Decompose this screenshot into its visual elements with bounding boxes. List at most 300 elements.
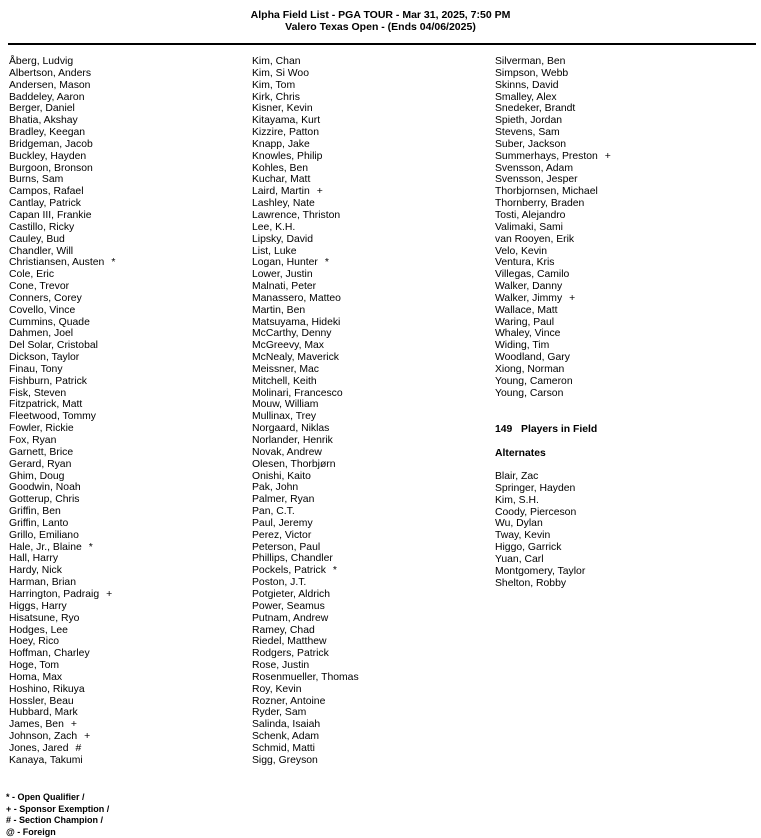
player-name: Hossler, Beau bbox=[9, 695, 74, 707]
player-row bbox=[495, 317, 611, 329]
player-name: Matsuyama, Hideki bbox=[252, 316, 341, 328]
player-name: Logan, Hunter bbox=[252, 257, 318, 269]
player-name: Rodgers, Patrick bbox=[252, 648, 329, 660]
player-name: Potgieter, Aldrich bbox=[252, 588, 330, 600]
player-row bbox=[495, 328, 611, 340]
player-name: Åberg, Ludvig bbox=[9, 56, 74, 67]
player-name: Chandler, Will bbox=[9, 245, 74, 257]
player-status-mark: * bbox=[332, 565, 337, 577]
player-name: Hisatsune, Ryo bbox=[9, 612, 80, 624]
player-row bbox=[495, 186, 611, 198]
player-name: Albertson, Anders bbox=[9, 67, 92, 79]
player-name: Kim, Si Woo bbox=[252, 67, 309, 79]
player-row bbox=[252, 222, 359, 234]
player-row bbox=[9, 553, 115, 565]
player-row bbox=[252, 411, 359, 423]
player-name: Poston, J.T. bbox=[252, 577, 307, 589]
player-name: Johnson, Zach bbox=[9, 731, 78, 743]
alternate-name: Coody, Pierceson bbox=[495, 506, 577, 518]
player-column-2 bbox=[252, 56, 359, 767]
player-name: Pan, C.T. bbox=[252, 506, 295, 518]
player-row bbox=[252, 625, 359, 637]
player-row bbox=[495, 281, 611, 293]
player-row bbox=[9, 115, 115, 127]
legend-item: @ - Foreign bbox=[6, 826, 56, 837]
player-name: Hoey, Rico bbox=[9, 636, 60, 648]
player-name: Fitzpatrick, Matt bbox=[9, 399, 83, 411]
player-name: Snedeker, Brandt bbox=[495, 103, 576, 115]
player-name: Stevens, Sam bbox=[495, 127, 560, 139]
player-name: Pak, John bbox=[252, 482, 299, 494]
player-row bbox=[9, 636, 115, 648]
player-row bbox=[9, 542, 115, 554]
player-name: Martin, Ben bbox=[252, 304, 306, 316]
player-name: Malnati, Peter bbox=[252, 281, 317, 293]
player-name: Dahmen, Joel bbox=[9, 328, 74, 340]
player-column-3 bbox=[495, 56, 611, 399]
report-subtitle: Valero Texas Open - (Ends 04/06/2025) bbox=[285, 21, 476, 33]
player-name: Baddeley, Aaron bbox=[9, 91, 85, 103]
player-row bbox=[9, 269, 115, 281]
player-name: Hardy, Nick bbox=[9, 565, 62, 577]
player-row bbox=[9, 447, 115, 459]
player-row bbox=[252, 281, 359, 293]
legend-item: * - Open Qualifier / bbox=[6, 792, 85, 802]
legend-item: + - Sponsor Exemption / bbox=[6, 803, 110, 814]
player-row bbox=[252, 506, 359, 518]
player-name: List, Luke bbox=[252, 245, 297, 257]
player-name: Knowles, Philip bbox=[252, 150, 323, 162]
player-status-mark: + bbox=[106, 588, 113, 600]
player-row bbox=[9, 388, 115, 400]
player-row bbox=[252, 352, 359, 364]
player-name: Thornberry, Braden bbox=[495, 198, 585, 210]
player-row bbox=[9, 305, 115, 317]
player-row bbox=[252, 447, 359, 459]
player-name: Novak, Andrew bbox=[252, 446, 322, 458]
player-name: Svensson, Jesper bbox=[495, 174, 578, 186]
player-name: Gerard, Ryan bbox=[9, 458, 72, 470]
player-row bbox=[252, 210, 359, 222]
player-row bbox=[9, 56, 115, 68]
player-name: Rozner, Antoine bbox=[252, 695, 326, 707]
player-name: Rosenmueller, Thomas bbox=[252, 671, 359, 683]
player-row bbox=[9, 234, 115, 246]
player-row bbox=[252, 542, 359, 554]
player-row bbox=[252, 115, 359, 127]
player-row bbox=[9, 281, 115, 293]
player-name: Walker, Jimmy bbox=[495, 292, 563, 304]
player-row bbox=[252, 80, 359, 92]
player-name: Hubbard, Mark bbox=[9, 707, 78, 719]
player-row bbox=[252, 672, 359, 684]
player-name: Lawrence, Thriston bbox=[252, 209, 341, 221]
player-row bbox=[9, 186, 115, 198]
player-row bbox=[495, 352, 611, 364]
player-name: Dickson, Taylor bbox=[9, 352, 80, 364]
player-row bbox=[252, 553, 359, 565]
player-row bbox=[9, 518, 115, 530]
player-row bbox=[9, 328, 115, 340]
player-row bbox=[9, 648, 115, 660]
player-row bbox=[252, 636, 359, 648]
alternate-name: Shelton, Robby bbox=[495, 577, 567, 589]
player-status-mark: + bbox=[316, 186, 323, 198]
player-row bbox=[252, 518, 359, 530]
player-name: Schmid, Matti bbox=[252, 742, 315, 754]
player-row bbox=[9, 222, 115, 234]
player-status-mark: + bbox=[569, 292, 576, 304]
alternates-heading: Alternates bbox=[495, 448, 546, 459]
player-column-1 bbox=[9, 56, 115, 767]
player-row bbox=[9, 743, 115, 755]
field-count-label: Players in Field bbox=[521, 424, 598, 435]
player-row bbox=[495, 163, 611, 175]
player-row bbox=[252, 305, 359, 317]
player-row bbox=[9, 246, 115, 258]
player-row bbox=[495, 364, 611, 376]
player-row bbox=[9, 589, 115, 601]
player-status-mark: + bbox=[84, 731, 91, 743]
player-row bbox=[9, 151, 115, 163]
player-name: Cantlay, Patrick bbox=[9, 198, 81, 210]
player-row bbox=[9, 210, 115, 222]
player-name: Fishburn, Patrick bbox=[9, 375, 87, 387]
player-name: Schenk, Adam bbox=[252, 731, 320, 743]
player-row bbox=[252, 435, 359, 447]
player-row bbox=[9, 80, 115, 92]
player-name: Hodges, Lee bbox=[9, 624, 68, 636]
player-row bbox=[252, 719, 359, 731]
player-name: Tosti, Alejandro bbox=[495, 209, 566, 221]
player-name: Bridgeman, Jacob bbox=[9, 138, 93, 150]
player-row bbox=[252, 234, 359, 246]
player-row bbox=[252, 707, 359, 719]
player-name: Kuchar, Matt bbox=[252, 174, 311, 186]
player-name: Lipsky, David bbox=[252, 233, 314, 245]
player-name: McGreevy, Max bbox=[252, 340, 324, 352]
player-name: Hoge, Tom bbox=[9, 660, 60, 672]
player-name: Campos, Rafael bbox=[9, 186, 84, 198]
player-row bbox=[252, 613, 359, 625]
player-row bbox=[9, 340, 115, 352]
player-name: Ramey, Chad bbox=[252, 624, 315, 636]
player-name: Power, Seamus bbox=[252, 600, 325, 612]
player-name: Olesen, Thorbjørn bbox=[252, 458, 336, 470]
player-row bbox=[495, 376, 611, 388]
player-row bbox=[495, 305, 611, 317]
player-name: Griffin, Lanto bbox=[9, 517, 69, 529]
player-row bbox=[9, 435, 115, 447]
player-name: Bhatia, Akshay bbox=[9, 115, 78, 127]
player-name: Castillo, Ricky bbox=[9, 221, 75, 233]
player-row bbox=[252, 471, 359, 483]
player-row bbox=[252, 151, 359, 163]
report-header bbox=[0, 9, 761, 33]
player-name: Homa, Max bbox=[9, 671, 63, 683]
player-name: Garnett, Brice bbox=[9, 446, 74, 458]
player-name: Widing, Tim bbox=[495, 340, 550, 352]
player-row bbox=[9, 399, 115, 411]
player-row bbox=[9, 506, 115, 518]
player-name: Kirk, Chris bbox=[252, 91, 300, 103]
player-name: Knapp, Jake bbox=[252, 138, 310, 150]
player-row bbox=[9, 672, 115, 684]
player-row bbox=[252, 92, 359, 104]
player-name: Xiong, Norman bbox=[495, 363, 565, 375]
player-row bbox=[252, 198, 359, 210]
alternate-name: Springer, Hayden bbox=[495, 482, 576, 494]
player-name: Young, Carson bbox=[495, 387, 564, 399]
player-row bbox=[252, 293, 359, 305]
player-row bbox=[9, 411, 115, 423]
player-status-mark: * bbox=[111, 257, 116, 269]
player-row bbox=[9, 293, 115, 305]
player-row bbox=[252, 565, 359, 577]
player-status-mark: # bbox=[75, 742, 82, 754]
report-title: Alpha Field List - PGA TOUR - Mar 31, 2025, 7:50 PM bbox=[250, 9, 511, 21]
player-row bbox=[495, 127, 611, 139]
player-name: Lower, Justin bbox=[252, 269, 313, 281]
player-row bbox=[495, 340, 611, 352]
player-row bbox=[252, 376, 359, 388]
player-row bbox=[9, 601, 115, 613]
player-name: Ryder, Sam bbox=[252, 707, 307, 719]
player-row bbox=[9, 625, 115, 637]
player-name: Cole, Eric bbox=[9, 269, 55, 281]
player-row bbox=[252, 684, 359, 696]
field-count-line bbox=[495, 424, 597, 435]
player-row bbox=[9, 482, 115, 494]
player-row bbox=[252, 731, 359, 743]
player-name: Manassero, Matteo bbox=[252, 292, 341, 304]
player-name: Meissner, Mac bbox=[252, 363, 319, 375]
player-row bbox=[252, 163, 359, 175]
player-row bbox=[495, 198, 611, 210]
player-name: Peterson, Paul bbox=[252, 541, 321, 553]
player-row bbox=[252, 648, 359, 660]
player-name: Kitayama, Kurt bbox=[252, 115, 321, 127]
player-name: Hoshino, Rikuya bbox=[9, 683, 85, 695]
player-name: Svensson, Adam bbox=[495, 162, 573, 174]
player-name: Harrington, Padraig bbox=[9, 588, 100, 600]
player-name: Covello, Vince bbox=[9, 304, 76, 316]
player-row bbox=[9, 423, 115, 435]
player-name: Mouw, William bbox=[252, 399, 319, 411]
player-row bbox=[495, 210, 611, 222]
player-name: Kanaya, Takumi bbox=[9, 754, 83, 766]
player-name: Cone, Trevor bbox=[9, 281, 70, 293]
player-name: Riedel, Matthew bbox=[252, 636, 327, 648]
player-name: Valimaki, Sami bbox=[495, 221, 563, 233]
player-row bbox=[252, 530, 359, 542]
player-name: Simpson, Webb bbox=[495, 67, 569, 79]
player-name: Mullinax, Trey bbox=[252, 411, 317, 423]
player-row bbox=[495, 234, 611, 246]
player-status-mark: * bbox=[88, 541, 93, 553]
alternate-name: Higgo, Garrick bbox=[495, 542, 562, 554]
player-row bbox=[252, 328, 359, 340]
player-name: Bradley, Keegan bbox=[9, 127, 86, 139]
player-row bbox=[9, 127, 115, 139]
player-row bbox=[9, 198, 115, 210]
player-row bbox=[252, 340, 359, 352]
player-row bbox=[495, 174, 611, 186]
player-name: McCarthy, Denny bbox=[252, 328, 332, 340]
player-name: Hall, Harry bbox=[9, 553, 59, 565]
player-name: Fisk, Steven bbox=[9, 387, 67, 399]
player-row bbox=[9, 471, 115, 483]
legend bbox=[6, 792, 109, 838]
player-row bbox=[495, 80, 611, 92]
player-name: Phillips, Chandler bbox=[252, 553, 333, 565]
player-name: Velo, Kevin bbox=[495, 245, 547, 257]
player-row bbox=[9, 494, 115, 506]
player-row bbox=[252, 174, 359, 186]
player-row bbox=[9, 257, 115, 269]
player-row bbox=[495, 257, 611, 269]
player-row bbox=[9, 163, 115, 175]
player-name: Laird, Martin bbox=[252, 186, 310, 198]
player-row bbox=[9, 696, 115, 708]
player-name: Griffin, Ben bbox=[9, 506, 61, 518]
player-row bbox=[252, 269, 359, 281]
field-count: 149 bbox=[495, 424, 513, 435]
player-name: Ventura, Kris bbox=[495, 257, 555, 269]
player-row bbox=[9, 577, 115, 589]
player-row bbox=[9, 755, 115, 767]
player-name: Jones, Jared bbox=[9, 742, 69, 754]
player-row bbox=[9, 459, 115, 471]
player-name: Waring, Paul bbox=[495, 316, 555, 328]
player-row bbox=[495, 56, 611, 68]
player-name: Burns, Sam bbox=[9, 174, 64, 186]
player-name: Fowler, Rickie bbox=[9, 423, 74, 435]
alternate-name: Montgomery, Taylor bbox=[495, 565, 586, 577]
player-row bbox=[495, 388, 611, 400]
player-row bbox=[9, 565, 115, 577]
player-name: Mitchell, Keith bbox=[252, 375, 317, 387]
player-name: Gotterup, Chris bbox=[9, 494, 80, 506]
player-name: Thorbjornsen, Michael bbox=[495, 186, 598, 198]
player-row bbox=[252, 56, 359, 68]
player-row bbox=[9, 530, 115, 542]
player-name: Cummins, Quade bbox=[9, 316, 90, 328]
player-row bbox=[252, 423, 359, 435]
player-row bbox=[495, 269, 611, 281]
player-row bbox=[252, 494, 359, 506]
player-row bbox=[252, 660, 359, 672]
player-row bbox=[495, 293, 611, 305]
player-name: Rose, Justin bbox=[252, 660, 310, 672]
player-name: Kim, Tom bbox=[252, 79, 296, 91]
player-status-mark: + bbox=[604, 150, 611, 162]
player-row bbox=[252, 696, 359, 708]
player-name: van Rooyen, Erik bbox=[495, 233, 575, 245]
player-name: Christiansen, Austen bbox=[9, 257, 105, 269]
player-row bbox=[252, 577, 359, 589]
header-divider bbox=[8, 43, 756, 45]
player-row bbox=[9, 139, 115, 151]
player-name: Perez, Victor bbox=[252, 529, 312, 541]
player-name: Suber, Jackson bbox=[495, 138, 567, 150]
player-row bbox=[252, 743, 359, 755]
player-name: Capan III, Frankie bbox=[9, 209, 92, 221]
player-name: Grillo, Emiliano bbox=[9, 529, 79, 541]
player-name: James, Ben bbox=[9, 719, 64, 731]
player-row bbox=[495, 222, 611, 234]
player-row bbox=[252, 317, 359, 329]
player-row bbox=[9, 174, 115, 186]
player-name: Fox, Ryan bbox=[9, 435, 57, 446]
player-row bbox=[252, 364, 359, 376]
player-row bbox=[9, 103, 115, 115]
player-name: McNealy, Maverick bbox=[252, 352, 339, 364]
player-row bbox=[9, 376, 115, 388]
player-name: Berger, Daniel bbox=[9, 103, 75, 115]
player-name: Goodwin, Noah bbox=[9, 482, 81, 494]
player-row bbox=[9, 613, 115, 625]
player-name: Finau, Tony bbox=[9, 363, 63, 375]
player-name: Roy, Kevin bbox=[252, 683, 302, 695]
player-name: Lashley, Nate bbox=[252, 198, 315, 210]
player-row bbox=[252, 103, 359, 115]
player-name: Skinns, David bbox=[495, 79, 559, 91]
player-name: Putnam, Andrew bbox=[252, 612, 329, 624]
player-status-mark: + bbox=[70, 719, 77, 731]
player-name: Silverman, Ben bbox=[495, 56, 566, 67]
player-name: Pockels, Patrick bbox=[252, 565, 326, 577]
player-name: Burgoon, Bronson bbox=[9, 162, 93, 174]
player-name: Fleetwood, Tommy bbox=[9, 411, 97, 423]
alternate-name: Blair, Zac bbox=[495, 471, 539, 482]
player-name: Andersen, Mason bbox=[9, 79, 91, 91]
player-row bbox=[495, 139, 611, 151]
player-name: Harman, Brian bbox=[9, 577, 76, 589]
legend-item: # - Section Champion / bbox=[6, 815, 104, 825]
player-name: Kohles, Ben bbox=[252, 162, 309, 174]
player-row bbox=[252, 755, 359, 767]
player-name: Buckley, Hayden bbox=[9, 150, 87, 162]
player-name: Summerhays, Preston bbox=[495, 150, 598, 162]
player-row bbox=[495, 103, 611, 115]
player-row bbox=[252, 257, 359, 269]
alternate-name: Kim, S.H. bbox=[495, 494, 539, 506]
player-name: Ghim, Doug bbox=[9, 470, 65, 482]
player-name: Paul, Jeremy bbox=[252, 517, 313, 529]
alternate-name: Tway, Kevin bbox=[495, 530, 551, 542]
player-name: Wallace, Matt bbox=[495, 304, 558, 316]
player-name: Hoffman, Charley bbox=[9, 648, 90, 660]
player-name: Walker, Danny bbox=[495, 281, 563, 293]
player-row bbox=[252, 482, 359, 494]
player-row bbox=[252, 589, 359, 601]
player-row bbox=[9, 364, 115, 376]
player-row bbox=[495, 151, 611, 163]
player-name: Kizzire, Patton bbox=[252, 127, 319, 139]
player-name: Conners, Corey bbox=[9, 292, 82, 304]
player-row bbox=[252, 388, 359, 400]
player-row bbox=[252, 459, 359, 471]
player-status-mark: * bbox=[324, 257, 329, 269]
player-row bbox=[9, 707, 115, 719]
player-row bbox=[495, 68, 611, 80]
player-row bbox=[252, 246, 359, 258]
player-name: Higgs, Harry bbox=[9, 600, 67, 612]
player-row bbox=[9, 719, 115, 731]
player-row bbox=[252, 139, 359, 151]
player-row bbox=[495, 115, 611, 127]
